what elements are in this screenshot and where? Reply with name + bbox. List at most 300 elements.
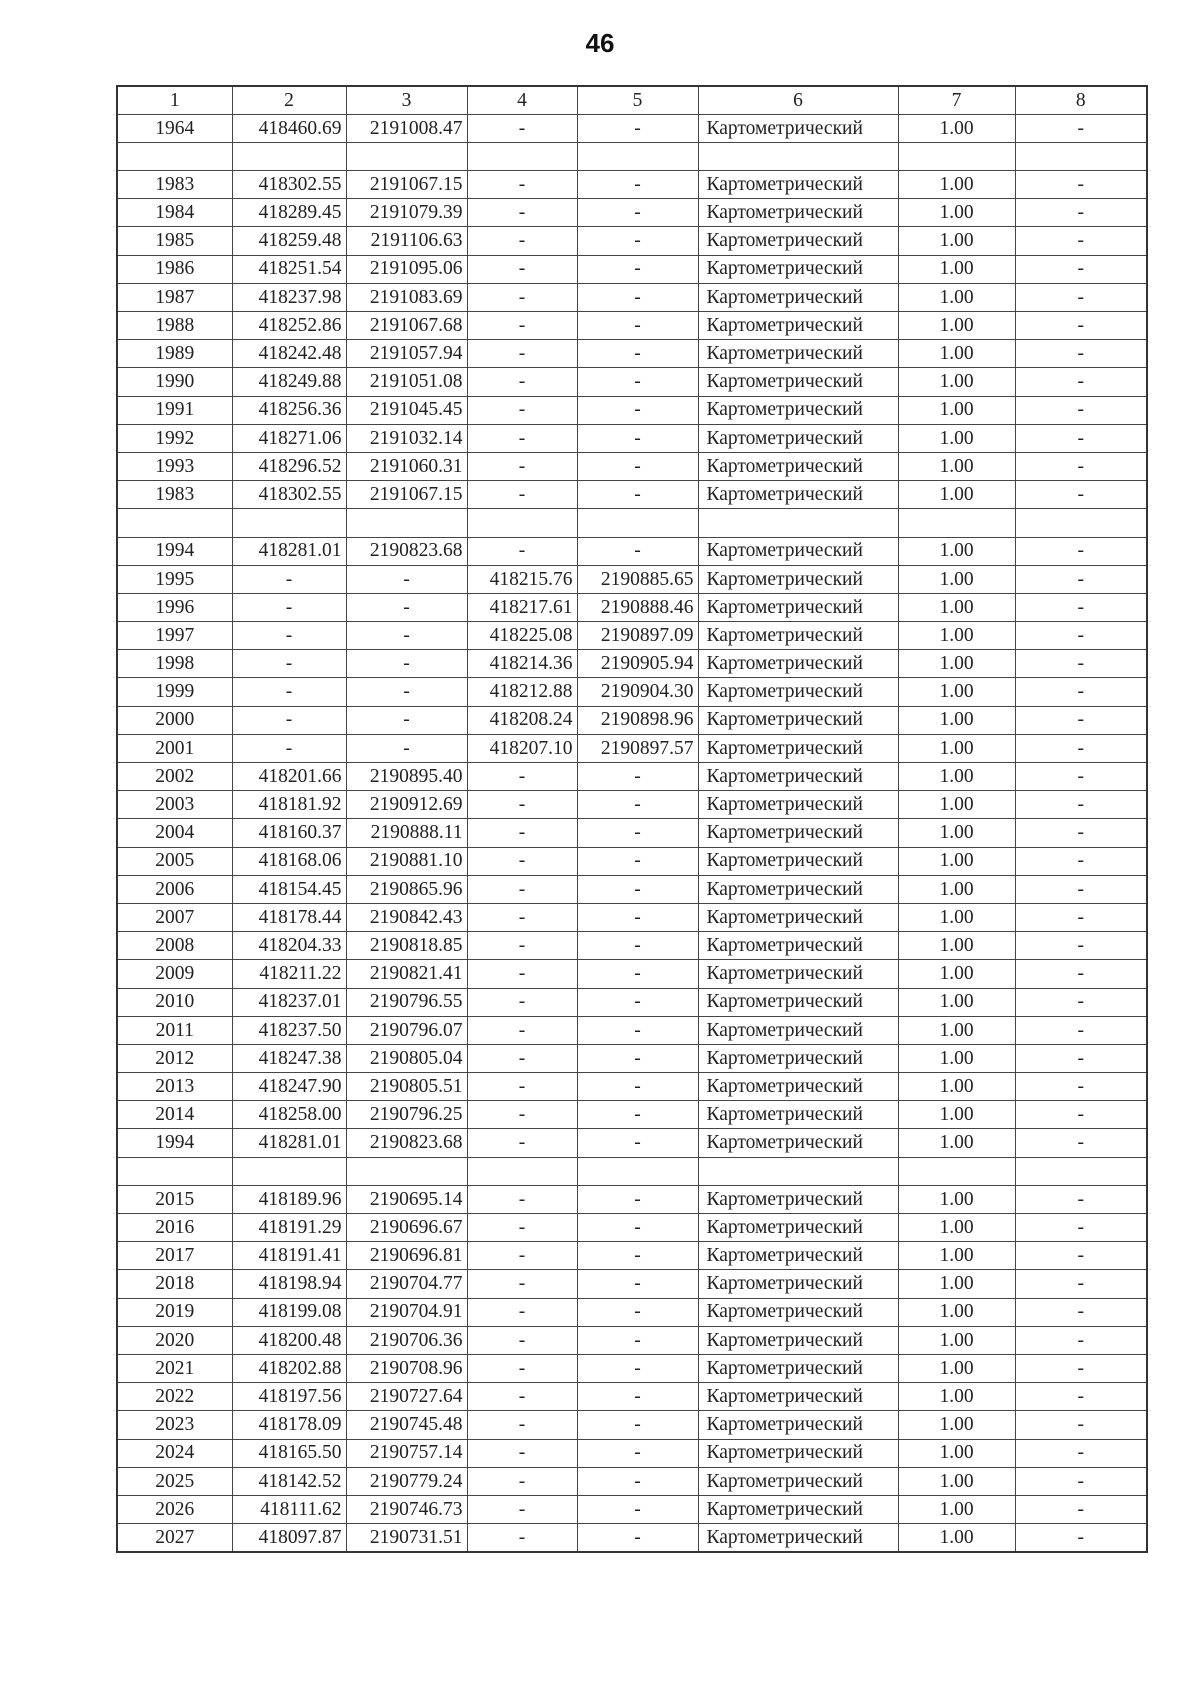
table-cell: Картометрический [698,283,898,311]
table-row [117,791,1147,819]
table-cell: 418178.09 [232,1411,346,1439]
table-row [117,1270,1147,1298]
table-cell: Картометрический [698,1044,898,1072]
table-cell: Картометрический [698,340,898,368]
table-cell: - [467,452,577,480]
table-cell: Картометрический [698,791,898,819]
separator-row [117,509,1147,537]
separator-row [117,142,1147,170]
table-row [117,424,1147,452]
table-row [117,283,1147,311]
table-cell: 1.00 [898,960,1015,988]
table-cell: Картометрический [698,1439,898,1467]
table-cell: 1990 [117,368,232,396]
table-cell: - [1015,199,1147,227]
table-cell: 1.00 [898,312,1015,340]
table-cell: 1.00 [898,1242,1015,1270]
table-cell: - [1015,1242,1147,1270]
table-cell: 2190727.64 [346,1383,467,1411]
table-cell: Картометрический [698,452,898,480]
table-cell: - [1015,791,1147,819]
table-cell [698,509,898,537]
table-cell: 418242.48 [232,340,346,368]
table-row [117,312,1147,340]
table-cell: Картометрический [698,481,898,509]
table-cell: Картометрический [698,593,898,621]
table-cell: 2190821.41 [346,960,467,988]
table-row [117,452,1147,480]
table-cell: - [346,706,467,734]
table-cell: - [1015,283,1147,311]
table-cell: - [577,1467,698,1495]
table-cell: - [577,1298,698,1326]
table-cell: Картометрический [698,424,898,452]
table-cell: - [577,791,698,819]
table-cell: 2190757.14 [346,1439,467,1467]
table-cell: 418256.36 [232,396,346,424]
table-cell: 1994 [117,1129,232,1157]
table-cell: 1983 [117,171,232,199]
table-cell: - [1015,1044,1147,1072]
table-row [117,199,1147,227]
table-cell: 418296.52 [232,452,346,480]
table-cell: - [467,1298,577,1326]
table-cell: 418181.92 [232,791,346,819]
page-number: 46 [585,28,615,58]
table-cell: Картометрический [698,1411,898,1439]
table-cell: - [1015,1326,1147,1354]
table-cell: 418207.10 [467,734,577,762]
table-cell: Картометрический [698,199,898,227]
table-cell: - [346,734,467,762]
table-cell: Картометрический [698,565,898,593]
table-cell: Картометрический [698,734,898,762]
table-cell: 1987 [117,283,232,311]
table-cell: 2008 [117,932,232,960]
table-cell: - [577,1242,698,1270]
table-cell: 1.00 [898,1354,1015,1382]
table-cell: - [467,1439,577,1467]
table-cell: 2190704.91 [346,1298,467,1326]
table-cell: - [1015,452,1147,480]
table-row [117,1298,1147,1326]
table-cell: 418160.37 [232,819,346,847]
table-row [117,1383,1147,1411]
table-cell: 2190865.96 [346,875,467,903]
table-cell: 1995 [117,565,232,593]
table-cell: 1996 [117,593,232,621]
table-cell: 2190898.96 [577,706,698,734]
table-row [117,1073,1147,1101]
table-cell: 418197.56 [232,1383,346,1411]
table-cell: 418271.06 [232,424,346,452]
table-row [117,114,1147,142]
table-cell: - [467,1073,577,1101]
table-cell: 2191045.45 [346,396,467,424]
table-cell: 1.00 [898,1411,1015,1439]
table-cell [698,142,898,170]
table-cell: 1.00 [898,424,1015,452]
table-cell: Картометрический [698,255,898,283]
table-cell: 2190881.10 [346,847,467,875]
table-cell [467,1157,577,1185]
table-cell: 2190897.09 [577,622,698,650]
table-cell: - [577,1439,698,1467]
table-cell: Картометрический [698,988,898,1016]
table-cell: 418200.48 [232,1326,346,1354]
column-header-6: 6 [698,86,898,114]
table-cell: 418281.01 [232,1129,346,1157]
table-cell: 1998 [117,650,232,678]
table-cell: 1.00 [898,1524,1015,1552]
table-cell: Картометрический [698,1073,898,1101]
table-row [117,988,1147,1016]
table-cell: 2191067.15 [346,171,467,199]
table-cell: 2023 [117,1411,232,1439]
table-cell: 2010 [117,988,232,1016]
table-cell: 2013 [117,1073,232,1101]
table-cell: - [577,1411,698,1439]
table-cell: - [577,312,698,340]
table-cell: - [577,1214,698,1242]
table-cell: 418168.06 [232,847,346,875]
table-cell: Картометрический [698,1495,898,1523]
table-cell: - [577,1016,698,1044]
table-cell [117,142,232,170]
table-cell: - [467,1411,577,1439]
table-cell: - [1015,1439,1147,1467]
table-cell: 1.00 [898,227,1015,255]
table-cell: 418204.33 [232,932,346,960]
table-cell: 1.00 [898,396,1015,424]
table-cell: 418247.38 [232,1044,346,1072]
table-cell: 2018 [117,1270,232,1298]
table-cell: Картометрический [698,622,898,650]
table-cell: 1.00 [898,734,1015,762]
table-cell: 2191008.47 [346,114,467,142]
table-cell: Картометрический [698,903,898,931]
table-cell: 2027 [117,1524,232,1552]
table-cell: 2011 [117,1016,232,1044]
table-cell: 2001 [117,734,232,762]
separator-row [117,1157,1147,1185]
table-cell: 418199.08 [232,1298,346,1326]
table-cell: - [467,312,577,340]
table-cell: 2191051.08 [346,368,467,396]
table-cell: 418154.45 [232,875,346,903]
table-cell: 418302.55 [232,481,346,509]
table-cell: Картометрический [698,1242,898,1270]
table-cell: 1.00 [898,1073,1015,1101]
table-cell: 1.00 [898,932,1015,960]
table-cell: 1.00 [898,1101,1015,1129]
table-cell: 1.00 [898,1044,1015,1072]
table-cell: - [577,763,698,791]
table-cell: Картометрический [698,932,898,960]
table-header-row [117,86,1147,114]
table-cell: - [577,171,698,199]
table-cell: - [1015,1214,1147,1242]
table-cell: 2190779.24 [346,1467,467,1495]
table-cell: Картометрический [698,650,898,678]
table-cell: 1991 [117,396,232,424]
table-cell: 2190706.36 [346,1326,467,1354]
table-cell: - [467,932,577,960]
table-cell: 1988 [117,312,232,340]
table-cell: 2009 [117,960,232,988]
table-cell: 2191057.94 [346,340,467,368]
table-cell: - [1015,1185,1147,1213]
table-cell: - [467,368,577,396]
table-row [117,255,1147,283]
table-cell: - [577,932,698,960]
table-cell: - [1015,114,1147,142]
table-cell: 418289.45 [232,199,346,227]
table-cell: 2190912.69 [346,791,467,819]
table-cell: - [1015,171,1147,199]
table-cell: 1.00 [898,340,1015,368]
column-header-3: 3 [346,86,467,114]
table-cell: 2190696.67 [346,1214,467,1242]
table-cell: 1.00 [898,819,1015,847]
table-cell: Картометрический [698,312,898,340]
table-cell: - [1015,960,1147,988]
table-cell: 2191067.68 [346,312,467,340]
table-row [117,678,1147,706]
table-cell: - [467,847,577,875]
table-row [117,847,1147,875]
table-cell [232,1157,346,1185]
table-row [117,1185,1147,1213]
table-cell: 1.00 [898,255,1015,283]
table-cell: 418237.01 [232,988,346,1016]
table-cell: - [467,1185,577,1213]
table-cell: - [1015,481,1147,509]
table-cell: - [577,960,698,988]
table-cell: Картометрический [698,227,898,255]
table-cell: 2190885.65 [577,565,698,593]
table-cell: - [577,1326,698,1354]
table-cell: 1.00 [898,1495,1015,1523]
table-cell: - [467,791,577,819]
table-cell: 2012 [117,1044,232,1072]
table-cell [1015,142,1147,170]
table-cell: - [1015,593,1147,621]
table-cell: Картометрический [698,1214,898,1242]
table-cell: - [467,1383,577,1411]
table-cell: - [1015,875,1147,903]
table-cell: - [346,678,467,706]
table-cell: - [1015,368,1147,396]
table-cell: 2005 [117,847,232,875]
table-cell: - [1015,1073,1147,1101]
column-header-1: 1 [117,86,232,114]
table-row [117,368,1147,396]
table-cell: Картометрический [698,368,898,396]
table-row [117,819,1147,847]
table-cell: Картометрический [698,1298,898,1326]
table-cell [1015,509,1147,537]
table-cell: 1.00 [898,847,1015,875]
table-cell: 2191060.31 [346,452,467,480]
table-cell: 418460.69 [232,114,346,142]
table-cell [898,1157,1015,1185]
table-cell: - [577,340,698,368]
table-row [117,1439,1147,1467]
table-cell [898,142,1015,170]
table-cell: - [577,199,698,227]
table-cell: Картометрический [698,1185,898,1213]
table-cell: 1.00 [898,903,1015,931]
table-cell: 1.00 [898,199,1015,227]
table-cell: - [467,1524,577,1552]
table-cell: - [1015,932,1147,960]
table-cell: - [1015,903,1147,931]
table-cell: 1.00 [898,283,1015,311]
table-cell: 418215.76 [467,565,577,593]
table-cell: - [346,565,467,593]
table-cell: 1997 [117,622,232,650]
table-cell: Картометрический [698,396,898,424]
table-cell: 418247.90 [232,1073,346,1101]
table-cell: - [577,452,698,480]
table-row [117,1044,1147,1072]
table-cell: - [1015,537,1147,565]
table-cell: 2006 [117,875,232,903]
table-cell: 1.00 [898,988,1015,1016]
table-cell: 1.00 [898,171,1015,199]
table-cell: - [467,1326,577,1354]
table-cell: 418252.86 [232,312,346,340]
table-cell: - [1015,819,1147,847]
table-row [117,1242,1147,1270]
table-cell: Картометрический [698,763,898,791]
table-cell: - [1015,678,1147,706]
table-cell: - [1015,763,1147,791]
table-cell: - [1015,1411,1147,1439]
table-cell: - [1015,1129,1147,1157]
table-cell: - [577,537,698,565]
table-cell: Картометрический [698,1326,898,1354]
table-cell: 1.00 [898,791,1015,819]
table-cell: 1.00 [898,1214,1015,1242]
table-cell: 2190796.55 [346,988,467,1016]
table-cell: 1.00 [898,650,1015,678]
table-cell: - [467,763,577,791]
table-cell: 1.00 [898,1383,1015,1411]
table-cell [346,1157,467,1185]
table-cell: 2191095.06 [346,255,467,283]
table-cell: 1.00 [898,706,1015,734]
table-cell: 1983 [117,481,232,509]
table-cell: 418212.88 [467,678,577,706]
table-cell: 1.00 [898,481,1015,509]
table-row [117,734,1147,762]
table-cell: Картометрический [698,678,898,706]
table-cell: - [467,988,577,1016]
table-cell: - [1015,340,1147,368]
table-cell: - [577,368,698,396]
table-cell: - [577,1383,698,1411]
table-cell: - [232,678,346,706]
table-row [117,650,1147,678]
table-cell: 418302.55 [232,171,346,199]
table-cell: 418201.66 [232,763,346,791]
table-cell: - [467,1129,577,1157]
table-cell: - [232,565,346,593]
table-cell [577,509,698,537]
table-cell: - [467,1495,577,1523]
table-cell: 2190796.25 [346,1101,467,1129]
table-cell: - [1015,255,1147,283]
table-row [117,1101,1147,1129]
table-cell: 418178.44 [232,903,346,931]
table-cell: 2190731.51 [346,1524,467,1552]
table-cell: - [577,1044,698,1072]
table-cell: Картометрический [698,875,898,903]
table-cell: 418111.62 [232,1495,346,1523]
table-cell: - [577,114,698,142]
table-cell: - [467,875,577,903]
table-cell: 2003 [117,791,232,819]
table-row [117,932,1147,960]
table-cell: 1.00 [898,537,1015,565]
table-cell: 1999 [117,678,232,706]
table-cell: Картометрический [698,1016,898,1044]
table-cell: 1.00 [898,763,1015,791]
table-cell: - [467,227,577,255]
table-cell: Картометрический [698,1524,898,1552]
table-cell: 1964 [117,114,232,142]
table-cell: 2191067.15 [346,481,467,509]
table-cell: 418165.50 [232,1439,346,1467]
table-cell: - [577,227,698,255]
table-cell: 2191079.39 [346,199,467,227]
table-cell: Картометрический [698,819,898,847]
table-row [117,706,1147,734]
table-cell: - [1015,622,1147,650]
table-cell: 2190704.77 [346,1270,467,1298]
table-cell: - [1015,706,1147,734]
table-row [117,396,1147,424]
table-cell [346,509,467,537]
table-row [117,1467,1147,1495]
table-cell: 2190823.68 [346,1129,467,1157]
table-cell: 1.00 [898,1298,1015,1326]
table-cell: 2190796.07 [346,1016,467,1044]
table-cell: - [346,650,467,678]
table-cell: - [1015,1101,1147,1129]
table-cell [467,509,577,537]
table-cell: - [467,481,577,509]
table-cell: 2024 [117,1439,232,1467]
table-cell: - [467,424,577,452]
table-cell: Картометрический [698,1467,898,1495]
table-cell: 418142.52 [232,1467,346,1495]
table-cell: 2190888.11 [346,819,467,847]
table-cell: 2002 [117,763,232,791]
table-cell: Картометрический [698,960,898,988]
table-cell: - [577,396,698,424]
table-cell: 2190904.30 [577,678,698,706]
table-cell: 2015 [117,1185,232,1213]
table-cell [117,1157,232,1185]
table-cell: - [232,650,346,678]
table-cell: Картометрический [698,847,898,875]
table-cell: - [577,255,698,283]
table-cell: 1.00 [898,1467,1015,1495]
table-cell: 1989 [117,340,232,368]
